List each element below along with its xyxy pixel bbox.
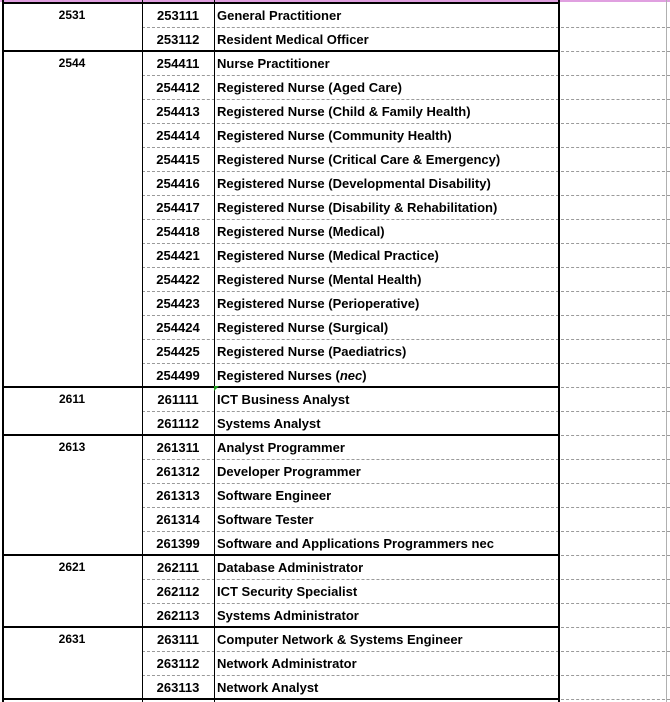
group-code-cell[interactable]: 2531 — [58, 8, 86, 22]
row-divider — [561, 219, 670, 220]
occupation-title-cell[interactable]: Database Administrator — [217, 560, 364, 575]
occupation-title-cell[interactable]: Network Analyst — [217, 680, 319, 695]
occupation-title-cell[interactable]: Software Engineer — [217, 488, 332, 503]
row-divider — [561, 339, 670, 340]
occupation-code-cell[interactable]: 254414 — [156, 128, 200, 143]
row-divider — [561, 51, 670, 52]
occupation-title-cell[interactable]: Registered Nurse (Medical Practice) — [217, 248, 439, 263]
occupation-code-cell[interactable]: 261111 — [157, 392, 199, 407]
occupation-code-cell[interactable]: 254424 — [156, 320, 200, 335]
occupation-title-cell[interactable]: Registered Nurse (Developmental Disability) — [217, 176, 491, 191]
occupation-code-cell[interactable]: 262111 — [157, 560, 199, 575]
row-divider — [561, 147, 670, 148]
row-divider — [561, 603, 670, 604]
row-divider — [561, 579, 670, 580]
occupation-code-cell[interactable]: 253112 — [156, 32, 200, 47]
occupation-code-cell[interactable]: 261112 — [157, 416, 199, 431]
row-divider — [561, 507, 670, 508]
row-divider — [561, 699, 670, 700]
column-border — [2, 0, 4, 702]
occupation-code-cell[interactable]: 254499 — [156, 368, 200, 383]
occupation-code-cell[interactable]: 262112 — [156, 584, 200, 599]
occupation-title-cell[interactable]: Network Administrator — [217, 656, 357, 671]
occupation-code-cell[interactable]: 261311 — [156, 440, 200, 455]
row-divider — [561, 75, 670, 76]
occupation-title-cell[interactable]: Registered Nurse (Paediatrics) — [217, 344, 407, 359]
row-divider — [561, 291, 670, 292]
row-divider — [561, 99, 670, 100]
occupation-code-cell[interactable]: 261312 — [156, 464, 200, 479]
group-code-cell[interactable]: 2631 — [58, 632, 86, 646]
occupation-title-cell[interactable]: Software Tester — [217, 512, 314, 527]
row-divider — [561, 195, 670, 196]
row-divider — [561, 675, 670, 676]
column-border — [666, 0, 667, 702]
group-divider — [2, 698, 560, 700]
row-divider — [561, 651, 670, 652]
cell-indicator-icon — [214, 386, 219, 391]
occupation-title-cell[interactable]: Computer Network & Systems Engineer — [217, 632, 463, 647]
occupation-code-cell[interactable]: 261314 — [156, 512, 200, 527]
occupation-code-cell[interactable]: 254423 — [156, 296, 200, 311]
row-divider — [561, 171, 670, 172]
title-italic-text: nec — [339, 368, 363, 383]
occupation-title-cell[interactable]: Registered Nurse (Mental Health) — [217, 272, 422, 287]
occupation-code-cell[interactable]: 254412 — [156, 80, 200, 95]
occupation-title-cell[interactable]: Systems Administrator — [217, 608, 359, 623]
occupation-title-cell[interactable]: Registered Nurse (Critical Care & Emergency) — [217, 152, 501, 167]
row-divider — [561, 315, 670, 316]
title-text: Registered Nurses ( — [217, 368, 340, 383]
occupation-code-cell[interactable]: 262113 — [156, 608, 200, 623]
occupation-code-cell[interactable]: 263113 — [156, 680, 200, 695]
row-divider — [561, 387, 670, 388]
occupation-code-cell[interactable]: 263112 — [156, 656, 200, 671]
occupation-code-cell[interactable]: 254421 — [156, 248, 200, 263]
row-divider — [561, 483, 670, 484]
occupation-code-cell[interactable]: 254415 — [156, 152, 200, 167]
row-divider — [561, 555, 670, 556]
occupation-title-cell[interactable] — [214, 364, 559, 387]
occupation-code-cell[interactable]: 261313 — [156, 488, 200, 503]
row-divider — [561, 627, 670, 628]
occupation-title-cell[interactable]: Developer Programmer — [217, 464, 361, 479]
row-divider — [561, 267, 670, 268]
occupation-code-cell[interactable]: 254422 — [156, 272, 200, 287]
occupation-title-cell[interactable]: ICT Security Specialist — [217, 584, 358, 599]
row-divider — [561, 411, 670, 412]
occupation-title-cell[interactable]: Registered Nurse (Disability & Rehabilitation) — [217, 200, 498, 215]
occupation-code-cell[interactable]: 263111 — [157, 632, 199, 647]
occupation-title-cell[interactable]: Nurse Practitioner — [217, 56, 330, 71]
occupation-title-cell[interactable]: Registered Nurse (Surgical) — [217, 320, 389, 335]
occupation-title-cell[interactable]: Registered Nurse (Child & Family Health) — [217, 104, 471, 119]
occupation-title-cell[interactable]: Resident Medical Officer — [217, 32, 369, 47]
occupation-title-cell[interactable]: Registered Nurse (Aged Care) — [217, 80, 402, 95]
occupation-title-cell[interactable]: Registered Nurse (Community Health) — [217, 128, 452, 143]
group-code-cell[interactable]: 2544 — [58, 56, 86, 70]
row-divider — [561, 363, 670, 364]
occupation-code-cell[interactable]: 254418 — [156, 224, 200, 239]
row-divider — [561, 531, 670, 532]
occupation-code-cell[interactable]: 254411 — [156, 56, 200, 71]
row-divider — [561, 27, 670, 28]
column-border — [214, 0, 215, 702]
occupation-code-cell[interactable]: 261399 — [156, 536, 200, 551]
occupation-title-cell[interactable]: General Practitioner — [217, 8, 342, 23]
column-border — [142, 0, 143, 702]
title-suffix-text: ) — [362, 368, 367, 383]
occupation-title-cell[interactable]: Registered Nurse (Medical) — [217, 224, 385, 239]
group-divider — [2, 2, 560, 4]
occupation-code-cell[interactable]: 254417 — [156, 200, 200, 215]
occupation-code-cell[interactable]: 254416 — [156, 176, 200, 191]
group-code-cell[interactable]: 2611 — [58, 392, 86, 406]
group-code-cell[interactable]: 2621 — [58, 560, 86, 574]
occupation-title-cell[interactable]: ICT Business Analyst — [217, 392, 350, 407]
row-divider — [561, 435, 670, 436]
row-divider — [561, 243, 670, 244]
column-border — [558, 0, 560, 702]
occupation-title-cell[interactable]: Software and Applications Programmers nec — [217, 536, 494, 551]
occupation-title-cell[interactable]: Systems Analyst — [217, 416, 321, 431]
group-code-cell[interactable]: 2613 — [58, 440, 86, 454]
occupation-code-cell[interactable]: 253111 — [157, 8, 199, 23]
occupation-title-cell[interactable]: Registered Nurse (Perioperative) — [217, 296, 420, 311]
row-divider — [561, 459, 670, 460]
occupation-code-cell[interactable]: 254413 — [156, 104, 200, 119]
row-divider — [561, 123, 670, 124]
occupation-title-cell[interactable]: Analyst Programmer — [217, 440, 345, 455]
occupation-code-cell[interactable]: 254425 — [156, 344, 200, 359]
